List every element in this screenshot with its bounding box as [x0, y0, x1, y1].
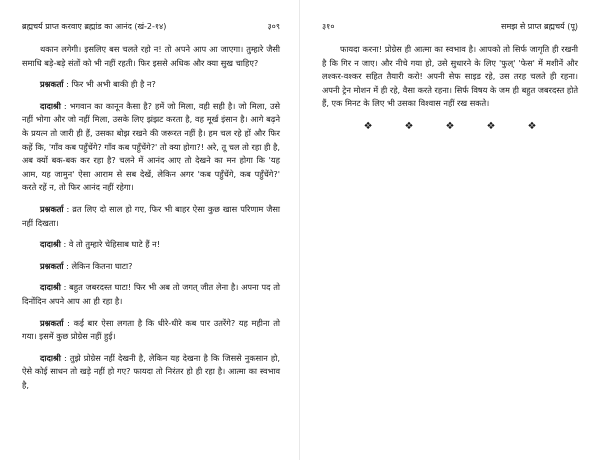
paragraph — [22, 203, 280, 230]
paragraph — [22, 100, 280, 195]
speaker-label: प्रश्नकर्ता — [40, 203, 64, 214]
paragraph-text: : बहुत जबरदस्त घाटा! फिर भी अब तो जगत् जीत लेना है। अपना पद तो दिनोंदिन अपने आप आ ही रहा है। — [22, 282, 280, 306]
speaker-label: दादाश्री — [40, 100, 61, 111]
paragraph — [322, 43, 578, 111]
speaker-label: दादाश्री — [40, 352, 61, 363]
paragraph-text: : लेकिन कितना घाटा? — [63, 260, 133, 271]
section-end-ornaments — [322, 121, 578, 133]
paragraph-text: : वे तो तुम्हारे चेहिसाब घाटे हैं न! — [60, 239, 160, 250]
speaker-label: प्रश्नकर्ता — [40, 260, 64, 271]
left-page-header — [22, 22, 280, 32]
right-page-body — [322, 43, 578, 111]
paragraph-text: थकान लगेगी। इसलिए बस चलते रहो न! तो अपने आप आ जाएगा। तुम्हारे जैसी समाधि बड़े-बड़े संतों को भी नहीं रहती। फिर इससे अधिक और क्या सुख चाहिए? — [22, 44, 280, 68]
paragraph — [22, 281, 280, 308]
paragraph-text: : फिर भी अभी बाकी ही है न? — [63, 79, 156, 90]
right-page-number: ३१० — [322, 22, 335, 31]
paragraph — [22, 317, 280, 344]
right-header-title: समझ से प्राप्त ब्रह्मचर्य (पू) — [501, 22, 578, 31]
paragraph-text: : व्रत लिए दो साल हो गए, फिर भी बाहर ऐसा कुछ खास परिणाम जैसा नहीं दिखता। — [22, 203, 280, 228]
paragraph — [22, 352, 280, 393]
paragraph — [22, 260, 280, 274]
paragraph-text: फायदा करना! प्रोग्रेस ही आत्मा का स्वभाव है। आपको तो सिर्फ जागृति ही रखनी है कि गिर न जाए। और नीचे गया हो, उसे सुधारने के लिए 'फुल्' 'फेस' में मशीनें और लश्कर-वश्कर सहित तैयारी करो! अपनी सेफ साइड रहे, उस तरह चलते ही रहना। अपनी ट्रेन मोशन में ही रहे, वैसा करते रहना। सिर्फ विषय के जम ही बहुत जबरदस्त होते हैं, एक मिनट के लिए भी उसका विश्वास नहीं रख सकते। — [322, 44, 578, 109]
paragraph-text: : भगवान का कानून कैसा है? हमें जो मिला, वही सही है। जो मिला, उसे नहीं भोगा और जो नहीं मिला, उसके लिए झंझट करता है, वह मूर्ख इंसान है। आगे बढ़ने के प्रयत्न तो जारी ही हैं, उसका बोझ रखने की जरूरत नहीं है। हम चल रहे हों और फिर कहें कि, 'गाँव कब पहुँचेंगे? गाँव कब पहुँचेंगे?' तो क्या होगा?! अरे, तू चल तो रहा ही है, अब क्यों बक-बक कर रहा है? चलने में आनंद आए तो देखने का मन होगा कि 'यह आम, यह जामुन' ऐसा आराम से सब देखें, लेकिन अगर 'कब पहुँचेंगे, कब पहुँचेंगे?' करते रहें न, तो फिर आनंद नहीं रहेगा। — [22, 100, 280, 193]
speaker-label: दादाश्री — [40, 282, 61, 293]
paragraph-text: : कई बार ऐसा लगता है कि धीरे-धीरे कब पार उतरेंगे? यह महीना तो गया। इसमें कुछ प्रोग्रेस नहीं हुई। — [22, 317, 280, 342]
right-page-header — [322, 22, 578, 32]
left-page-body — [22, 43, 280, 392]
paragraph — [22, 238, 280, 252]
speaker-label: दादाश्री — [40, 239, 61, 250]
left-page-number: ३०९ — [267, 22, 280, 31]
ornament-icon: ❖ — [527, 120, 537, 132]
ornament-icon: ❖ — [445, 120, 455, 132]
ornament-icon: ❖ — [404, 120, 414, 132]
speaker-label: प्रश्नकर्ता — [40, 317, 64, 328]
left-header-title: ब्रह्मचर्य प्राप्त करवाए ब्रह्मांड का आनंद (खं-2-१४) — [22, 22, 167, 31]
paragraph — [22, 78, 280, 92]
ornament-icon: ❖ — [486, 120, 496, 132]
right-page — [300, 0, 600, 460]
paragraph — [22, 43, 280, 70]
ornament-icon: ❖ — [363, 120, 373, 132]
paragraph-text: : तुझे प्रोग्रेस नहीं देखनी है, लेकिन यह देखना है कि जिससे नुकसान हो, ऐसे कोई साधन तो खड़े नहीं हो गए? फायदा तो निरंतर हो ही रहा है। आत्मा का स्वभाव है, — [22, 352, 280, 390]
speaker-label: प्रश्नकर्ता — [40, 79, 64, 90]
